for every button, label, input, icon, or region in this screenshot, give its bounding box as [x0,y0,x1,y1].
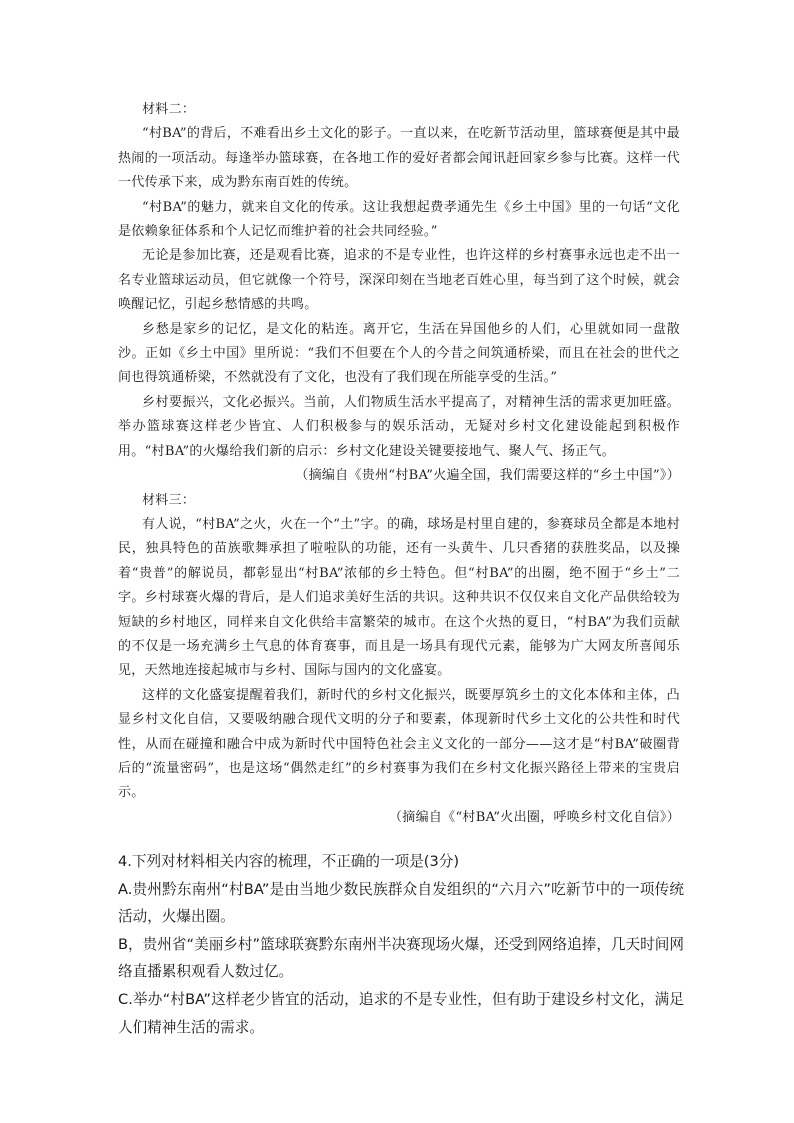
material-2-heading: 材料二： [142,102,196,117]
question-4-option-a: A.贵州黔东南州“村BA”是由当地少数民族群众自发组织的“六月六”吃新节中的一项传统活动，火爆出圈。 [118,880,684,926]
material-2-paragraph-4: 乡愁是家乡的记忆，是文化的粘连。离开它，生活在异国他乡的人们，心里就如同一盘散沙。正如《乡土中国》里所说：“我们不但要在个人的今昔之间筑通桥梁，而且在社会的世代之间也得筑通桥梁，不然就没有了文化，也没有了我们现在所能享受的生活。” [118,321,680,386]
question-4-option-b: B，贵州省“美丽乡村”篮球联赛黔东南州半决赛现场火爆，还受到网络追捧，几天时间网络直播累积观看人数过亿。 [118,935,684,981]
question-4 [118,848,684,1041]
material-2-paragraph-3: 无论是参加比赛，还是观看比赛，追求的不是专业性，也许这样的乡村赛事永远也走不出一名专业篮球运动员，但它就像一个符号，深深印刻在当地老百姓心里，每当到了这个时候，就会唤醒记忆，引起乡愁情感的共鸣。 [118,248,680,313]
material-2-source: （摘编自《贵州“村BA”火遍全国，我们需要这样的“乡土中国”》） [295,468,680,484]
material-3-heading: 材料三： [142,492,196,508]
material-3-paragraph-2: 这样的文化盛宴提醒着我们，新时代的乡村文化振兴，既要厚筑乡土的文化本体和主体，凸显乡村文化自信，又要吸纳融合现代文明的分子和要素，体现新时代乡土文化的公共性和时代性，从而在碰撞和融合中成为新时代中国特色社会主义文化的一部分——这才是“村BA”破圈背后的“流量密码”，也是这场“偶然走红”的乡村赛事为我们在乡村文化振兴路径上带来的宝贵启示。 [118,687,680,801]
material-2-paragraph-5: 乡村要振兴，文化必振兴。当前，人们物质生活水平提高了，对精神生活的需求更加旺盛。举办篮球赛这样老少皆宜、人们积极参与的娱乐活动，无疑对乡村文化建设能起到积极作用。“村BA”的火爆给我们新的启示：乡村文化建设关键要接地气、聚人气、扬正气。 [118,394,680,459]
material-2-paragraph-1: “村BA”的背后，不难看出乡土文化的影子。一直以来，在吃新节活动里，篮球赛便是其中最热闹的一项活动。每逢举办篮球赛，在各地工作的爱好者都会闻讯赶回家乡参与比赛。这样一代一代传承下来，成为黔东南百姓的传统。 [118,126,680,191]
reading-passage [118,98,680,830]
material-3-source: （摘编自《“村BA”火出圈，呼唤乡村文化自信》） [388,809,680,825]
question-4-stem: 4.下列对材料相关内容的梳理，不正确的一项是(3分) [118,853,460,870]
material-3-paragraph-1: 有人说，“村BA”之火，火在一个“土”字。的确，球场是村里自建的，参赛球员全都是本地村民，独具特色的苗族歌舞承担了啦啦队的功能，还有一头黄牛、几只香猪的获胜奖品，以及操着“贵普”的解说员，都彰显出“村BA”浓郁的乡土特色。但“村BA”的出圈，绝不囿于“乡土”二字。乡村球赛火爆的背后，是人们追求美好生活的共识。这种共识不仅仅来自文化产品供给较为短缺的乡村地区，同样来自文化供给丰富繁荣的城市。在这个火热的夏日，“村BA”为我们贡献的不仅是一场充满乡土气息的体育赛事，而且是一场具有现代元素，能够为广大网友所喜闻乐见，天然地连接起城市与乡村、国际与国内的文化盛宴。 [118,516,680,679]
question-4-option-c: C.举办“村BA”这样老少皆宜的活动，追求的不是专业性，但有助于建设乡村文化，满足人们精神生活的需求。 [118,990,684,1036]
material-2-paragraph-2: “村BA”的魅力，就来自文化的传承。这让我想起费孝通先生《乡土中国》里的一句话“文化是依赖象征体系和个人记忆而维护着的社会共同经验。” [118,199,680,240]
